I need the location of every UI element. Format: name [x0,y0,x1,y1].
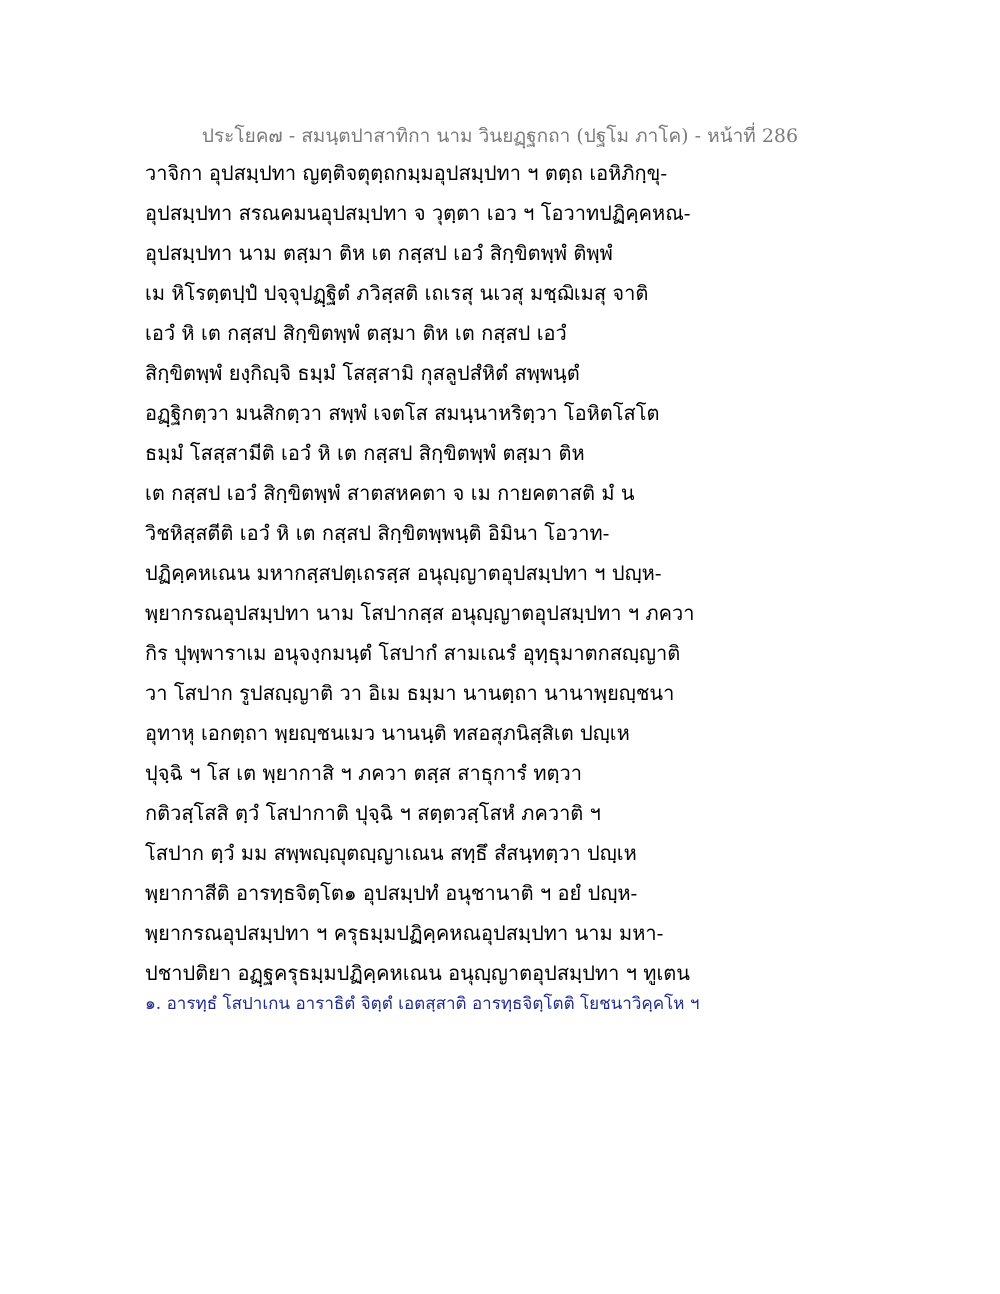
text-line: โสปาก ตฺวํ มม สพฺพญฺญุตญฺญาเณน สทฺธึ สํสนฺทตฺวา ปญฺเห [145,841,637,865]
text-line: ปชาปติยา อฏฺฐครุธมฺมปฏิคฺคหเณน อนุญฺญาตอุปสมฺปทา ฯ ทูเตน [145,961,690,985]
text-line: พฺยากรณอุปสมฺปทา ฯ ครุธมฺมปฏิคฺคหณอุปสมฺปทา นาม มหา- [145,921,664,945]
text-line: สิกฺขิตพฺพํ ยงฺกิญฺจิ ธมฺมํ โสสฺสามิ กุสลูปสํหิตํ สพฺพนฺตํ [145,361,580,385]
text-line: เอวํ หิ เต กสฺสป สิกฺขิตพฺพํ ตสฺมา ติห เต กสฺสป เอวํ [145,321,567,345]
text-line: กิร ปุพฺพาราเม อนุจงฺกมนฺตํ โสปากํ สามเณรํ อุทฺธุมาตกสญฺญาติ [145,641,681,665]
text-line: อฏฺฐิกตฺวา มนสิกตฺวา สพฺพํ เจตโส สมนฺนาหริตฺวา โอหิตโสโต [145,401,660,425]
body-text [145,157,865,997]
text-line: อุทาหุ เอกตฺถา พฺยญฺชนเมว นานนฺติ ทสอสุภนิสฺสิเต ปญฺเห [145,721,630,745]
text-line: อุปสมฺปทา นาม ตสฺมา ติห เต กสฺสป เอวํ สิกฺขิตพฺพํ ติพฺพํ [145,241,613,265]
text-line: ปุจฺฉิ ฯ โส เต พฺยากาสิ ฯ ภควา ตสฺส สาธุการํ ทตฺวา [145,761,582,785]
text-line: ปฏิคฺคหเณน มหากสฺสปตฺเถรสฺส อนุญฺญาตอุปสมฺปทา ฯ ปญฺห- [145,561,662,585]
text-line: อุปสมฺปทา สรณคมนอุปสมฺปทา จ วุตฺตา เอว ฯ โอวาทปฏิคฺคหณ- [145,201,691,225]
text-line: พฺยากรณอุปสมฺปทา นาม โสปากสฺส อนุญฺญาตอุปสมฺปทา ฯ ภควา [145,601,695,625]
text-line: วาจิกา อุปสมฺปทา ญตฺติจตุตฺถกมฺมอุปสมฺปทา ฯ ตตฺถ เอหิภิกฺขุ- [145,161,668,185]
text-line: เม หิโรตฺตปฺปํ ปจฺจุปฏฺฐิตํ ภวิสฺสติ เถเรสุ นเวสุ มชฺฌิเมสุ จาติ [145,281,649,305]
text-line: พฺยากาสีติ อารทฺธจิตฺโต๑ อุปสมฺปทํ อนุชานาติ ฯ อยํ ปญฺห- [145,881,638,905]
text-line: กติวสฺโสสิ ตฺวํ โสปากาติ ปุจฺฉิ ฯ สตฺตวสฺโสหํ ภควาติ ฯ [145,801,601,825]
text-line: ธมฺมํ โสสฺสามีติ เอวํ หิ เต กสฺสป สิกฺขิตพฺพํ ตสฺมา ติห [145,441,585,465]
text-line: เต กสฺสป เอวํ สิกฺขิตพฺพํ สาตสหคตา จ เม กายคตาสติ มํ น [145,481,635,505]
text-line: วา โสปาก รูปสญฺญาติ วา อิเม ธมฺมา นานตฺถา นานาพฺยญฺชนา [145,681,675,705]
text-line: วิชหิสฺสตีติ เอวํ หิ เต กสฺสป สิกฺขิตพฺพนฺติ อิมินา โอวาท- [145,521,610,545]
page-header: ประโยค๗ - สมนฺตปาสาทิกา นาม วินยฏฺฐกถา (ปฐโม ภาโค) - หน้าที่ 286 [201,125,799,147]
footnote: ๑. อารทฺธํ โสปาเกน อาราธิตํ จิตฺตํ เอตสฺสาติ อารทฺธจิตฺโตติ โยชนาวิคฺคโห ฯ [145,994,700,1014]
